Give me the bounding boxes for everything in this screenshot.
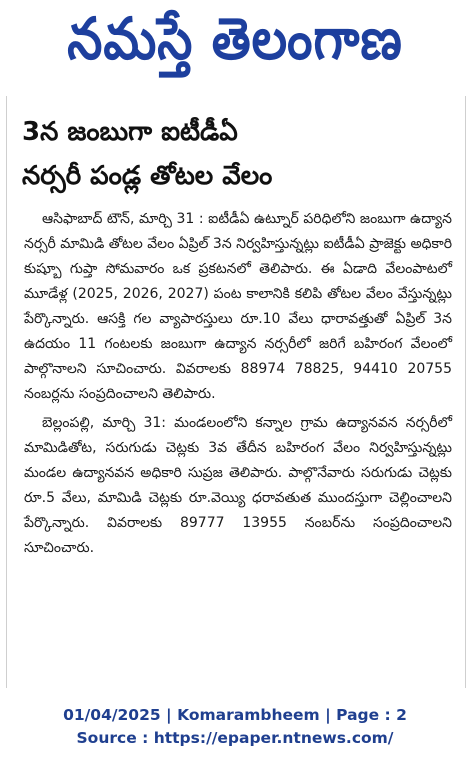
edition-footer <box>0 704 470 750</box>
edition-date-line: 01/04/2025 | Komarambheem | Page : 2 <box>63 706 407 724</box>
article-headline <box>22 110 462 198</box>
article-paragraph-1: ఆసిఫాబాద్ టౌన్, మార్చి 31 : ఐటీడీఏ ఉట్నూర్ పరిధిలోని జంబుగా ఉద్యాన నర్సరీ మామిడి తోటల వేలం ఏప్రిల్ 3న నిర్వహిస్తున్నట్లు ఐటీడీఏ ప్రాజెక్టు అధికారి కుష్బూ గుప్తా సోమవారం ఒక ప్రకటనలో తెలిపారు. ఈ ఏడాది వేలంపాటలో మూడేళ్ల (2025, 2026, 2027) పంట కాలానికి కలిపి తోటల వేలం వేస్తున్నట్లు పేర్కొన్నారు. ఆసక్తి గల వ్యాపారస్తులు రూ.10 వేలు ధారావత్తుతో ఏప్రిల్ 3న ఉదయం 11 గంటలకు జంబుగా ఉద్యాన నర్సరీలో జరిగే బహిరంగ వేలంలో పాల్గొనాలని సూచించారు. వివరాలకు 88974 78825, 94410 20755 నంబర్లను సంప్రదించాలని తెలిపారు. <box>24 211 452 402</box>
newspaper-masthead <box>0 0 470 78</box>
source-line: Source : https://epaper.ntnews.com/ <box>76 729 394 747</box>
headline-line-1: 3న జంబుగా ఐటీడీఏ <box>22 117 238 147</box>
masthead-title: నమస్తే తెలంగాణ <box>67 5 403 73</box>
article-body <box>24 207 452 561</box>
article-paragraph-2: బెల్లంపల్లి, మార్చి 31: మండలంలోని కన్నాల గ్రామ ఉద్యానవన నర్సరీలో మామిడితోట, సరుగుడు చెట్లకు 3వ తేదీన బహిరంగ వేలం నిర్వహిస్తున్నట్లు మండల ఉద్యానవన అధికారి సుప్రజ తెలిపారు. పాల్గొనేవారు సరుగుడు చెట్లకు రూ.5 వేలు, మామిడి చెట్లకు రూ.వెయ్యి ధరావతుత ముందస్తుగా చెల్లించాలని పేర్కొన్నారు. వివరాలకు 89777 13955 నంబర్‌ను సంప్రదించాలని సూచించారు. <box>24 415 452 556</box>
headline-line-2: నర్సరీ పండ్ల తోటల వేలం <box>22 161 273 191</box>
